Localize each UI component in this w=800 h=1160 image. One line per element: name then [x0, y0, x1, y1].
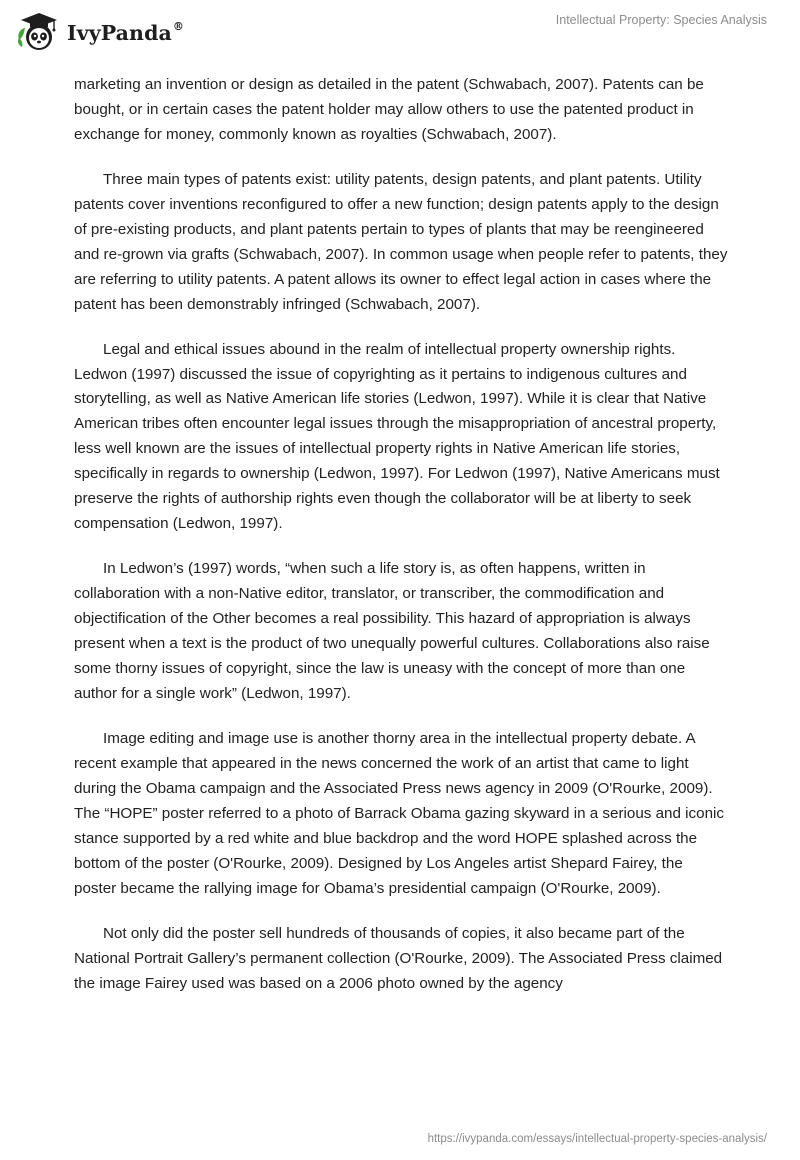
panda-graduation-cap-icon	[16, 10, 60, 54]
source-url[interactable]: https://ivypanda.com/essays/intellectual-property-species-analysis/	[427, 1133, 767, 1145]
registered-mark: ®	[172, 20, 184, 34]
paragraph-5: Image editing and image use is another thorny area in the intellectual property debate. A recent example that appeared in the news concerned the work of an artist that came to light during the Obama campaign and the Associated Press news agency in 2009 (O'Rourke, 2009). The “HOPE” poster referred to a photo of Barrack Obama gazing skyward in a serious and iconic stance supported by a red white and blue backdrop and the word HOPE splashed across the bottom of the poster (O'Rourke, 2009). Designed by Los Angeles artist Shepard Fairey, the poster became the rallying image for Obama’s presidential campaign (O'Rourke, 2009).	[74, 729, 724, 897]
document-title: Intellectual Property: Species Analysis	[555, 13, 767, 27]
paragraph-3: Legal and ethical issues abound in the realm of intellectual property ownership rights. Ledwon (1997) discussed the issue of copyrighting as it pertains to indigenous cultures and storytelling, as well as Native American life stories (Ledwon, 1997). While it is clear that Native American tribes often encounter legal issues through the misappropriation of ancestral property, less well known are the issues of intellectual property rights in Native American life stories, specifically in regards to ownership (Ledwon, 1997). For Ledwon (1997), Native Americans must preserve the rights of authorship rights even though the collaborator will be at liberty to seek compensation (Ledwon, 1997).	[74, 340, 720, 533]
paragraph-1: marketing an invention or design as detailed in the patent (Schwabach, 2007). Patents can be bought, or in certain cases the patent holder may allow others to use the patented product in exchange for money, commonly known as royalties (Schwabach, 2007).	[74, 76, 704, 143]
paragraph-4: In Ledwon’s (1997) words, “when such a life story is, as often happens, written in collaboration with a non-Native editor, translator, or transcriber, the commodification and objectification of the Other becomes a real possibility. This hazard of appropriation is always present when a text is the product of two unequally powerful cultures. Collaborations also raise some thorny issues of copyright, since the law is uneasy with the concept of more than one author for a single work” (Ledwon, 1997).	[74, 560, 710, 702]
ivypanda-logo[interactable]	[16, 10, 184, 54]
essay-body	[74, 73, 729, 1016]
paragraph-6: Not only did the poster sell hundreds of thousands of copies, it also became part of the National Portrait Gallery’s permanent collection (O'Rourke, 2009). The Associated Press claimed the image Fairey used was based on a 2006 photo owned by the agency	[74, 924, 723, 992]
paragraph-2: Three main types of patents exist: utility patents, design patents, and plant patents. Utility patents cover inventions reconfigured to offer a new function; design patents apply to the design of pre-existing products, and plant patents pertain to types of plants that may be reengineered and re-grown via grafts (Schwabach, 2007). In common usage when people refer to patents, they are referring to utility patents. A patent allows its owner to effect legal action in cases where the patent has been demonstrably infringed (Schwabach, 2007).	[74, 170, 728, 313]
brand-name	[67, 21, 184, 45]
brand-name-text: IvyPanda	[67, 21, 172, 45]
page-header	[0, 0, 800, 62]
